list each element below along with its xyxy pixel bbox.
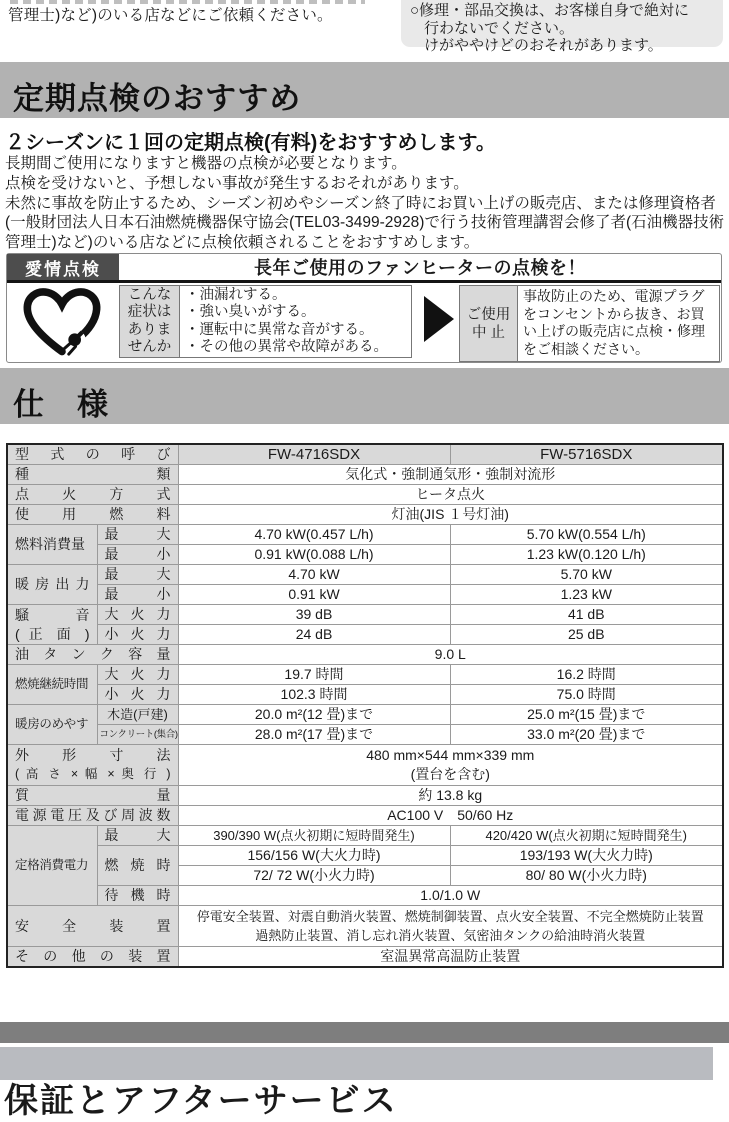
action-text: 事故防止のため、電源プラグをコンセントから抜き、お買い上げの販売店に点検・修理をご相談ください。: [523, 288, 705, 357]
spec-row-area-concrete: [7, 725, 723, 745]
section-header-periodic-inspection: [0, 62, 729, 118]
spec-sublabel: 燃 焼 時: [97, 846, 178, 886]
spec-value: 72/ 72 W(小火力時): [178, 866, 450, 886]
spec-table: [6, 443, 724, 968]
safety-line: 過熱防止装置、消し忘れ消火装置、気密油タンクの給油時消火装置: [255, 928, 646, 943]
spec-row-noise-low: [7, 625, 723, 645]
spec-value: [178, 745, 723, 786]
spec-label: 燃焼継続時間: [7, 665, 97, 705]
spec-sublabel: 大 火 力: [97, 605, 178, 625]
dim-label-line: ( 高 さ × 幅 × 奥 行 ): [15, 767, 171, 781]
spec-value: 気化式・強制通気形・強制対流形: [178, 465, 723, 485]
spec-row-noise-high: [7, 605, 723, 625]
paragraph-line: 未然に事故を防止するため、シーズン初めやシーズン終了時にお買い上げの販売店、または修理資格者: [5, 194, 716, 212]
spec-value: 41 dB: [450, 605, 723, 625]
spec-value: 4.70 kW: [178, 565, 450, 585]
dim-value-line: 480 mm×544 mm×339 mm: [366, 747, 535, 763]
noise-label-line: 騒 音: [15, 606, 90, 623]
spec-value: 0.91 kW(0.088 L/h): [178, 545, 450, 565]
section-title: 仕 様: [13, 387, 109, 422]
stop-use-line: ご使用: [466, 306, 511, 323]
spec-row-area-wood: [7, 705, 723, 725]
periodic-paragraph: [5, 154, 727, 253]
spec-value: 4.70 kW(0.457 L/h): [178, 525, 450, 545]
spec-row-model: [7, 444, 723, 465]
spec-value: 80/ 80 W(小火力時): [450, 866, 723, 886]
spec-label: 種 類: [7, 465, 178, 485]
spec-label: そ の 他 の 装 置: [7, 947, 178, 968]
symptom-list: [180, 286, 411, 357]
spec-value: 灯油(JIS １号灯油): [178, 505, 723, 525]
cut-off-heading: 保証とアフターサービス: [4, 1082, 398, 1120]
spec-sublabel: 待 機 時: [97, 886, 178, 906]
spec-row-other: [7, 947, 723, 968]
page-divider-strip: [0, 1022, 729, 1043]
symptom-label-line: こんな: [127, 287, 172, 303]
spec-row-tank: [7, 645, 723, 665]
stop-use-line: 中 止: [471, 324, 506, 341]
warning-line: ○修理・部品交換は、お客様自身で絶対に: [410, 2, 690, 19]
top-left-text: 管理士)など)のいる店などにご依頼ください。: [8, 7, 333, 24]
spec-label: [7, 605, 97, 645]
spec-value: 420/420 W(点火初期に短時間発生): [450, 826, 723, 846]
spec-label: 暖 房 出 力: [7, 565, 97, 605]
right-arrow-icon: [424, 296, 454, 342]
spec-value: 25 dB: [450, 625, 723, 645]
next-section-bar: [0, 1047, 713, 1120]
spec-row-consumption-min: [7, 545, 723, 565]
spec-sublabel: 小 火 力: [97, 625, 178, 645]
love-inspection-body: [7, 283, 721, 361]
love-inspection-header: [7, 254, 721, 283]
spec-row-dimensions: [7, 745, 723, 786]
symptom-item: ・運転中に異常な音がする。: [185, 321, 374, 338]
spec-sublabel: 最 大: [97, 525, 178, 545]
spec-value: 1.23 kW(0.120 L/h): [450, 545, 723, 565]
spec-row-rated-burn-high: [7, 846, 723, 866]
spec-sublabel: 最 小: [97, 585, 178, 605]
symptom-item: ・強い臭いがする。: [185, 304, 316, 321]
paragraph-line: 点検を受けないと、予想しない事故が発生するおそれがあります。: [5, 174, 469, 192]
spec-row-burn-high: [7, 665, 723, 685]
spec-value: 室温異常高温防止装置: [178, 947, 723, 968]
spec-sublabel: 最 大: [97, 826, 178, 846]
spec-value: 0.91 kW: [178, 585, 450, 605]
spec-row-weight: [7, 786, 723, 806]
spec-value: 24 dB: [178, 625, 450, 645]
spec-row-safety: [7, 906, 723, 947]
spec-label: 安 全 装 置: [7, 906, 178, 947]
section-title: 定期点検のおすすめ: [13, 81, 302, 116]
spec-value: 1.0/1.0 W: [178, 886, 723, 906]
spec-row-rated-max: [7, 826, 723, 846]
dim-label-line: 外 形 寸 法: [15, 747, 171, 763]
spec-label: 定格消費電力: [7, 826, 97, 906]
symptom-box: [119, 285, 412, 358]
spec-row-ignition: [7, 485, 723, 505]
spec-label: 燃料消費量: [7, 525, 97, 565]
noise-label-line: ( 正 面 ): [15, 625, 90, 642]
love-inspection-label: 愛情点検: [7, 254, 119, 280]
spec-label: 電源電圧及び周波数: [7, 806, 178, 826]
spec-row-consumption-max: [7, 525, 723, 545]
spec-label: 暖房のめやす: [7, 705, 97, 745]
spec-value: 156/156 W(大火力時): [178, 846, 450, 866]
spec-sublabel: 大 火 力: [97, 665, 178, 685]
stop-use-label: [460, 286, 518, 361]
spec-value: 193/193 W(大火力時): [450, 846, 723, 866]
spec-value: AC100 V 50/60 Hz: [178, 806, 723, 826]
love-inspection-box: [6, 253, 722, 363]
spec-label: [7, 745, 178, 786]
spec-label: 型 式 の 呼 び: [7, 444, 178, 465]
spec-label: 質 量: [7, 786, 178, 806]
spec-row-output-max: [7, 565, 723, 585]
spec-value: 25.0 m²(15 畳)まで: [450, 705, 723, 725]
spec-row-power: [7, 806, 723, 826]
spec-value: ヒータ点火: [178, 485, 723, 505]
spec-row-output-min: [7, 585, 723, 605]
spec-row-standby: [7, 886, 723, 906]
spec-sublabel: 木造(戸建): [97, 705, 178, 725]
warning-line: けがややけどのおそれがあります。: [424, 37, 663, 54]
spec-value: 75.0 時間: [450, 685, 723, 705]
paragraph-line: (一般財団法人日本石油燃焼機器保守協会(TEL03-3499-2928)で行う技術管理講習会修了者(石油機器技術: [5, 214, 725, 232]
warning-box: [401, 0, 723, 54]
symptom-label: [120, 286, 180, 357]
section-header-specs: [0, 368, 729, 424]
spec-value: [178, 906, 723, 947]
spec-value: 390/390 W(点火初期に短時間発生): [178, 826, 450, 846]
love-inspection-title: 長年ご使用のファンヒーターの点検を！: [254, 258, 586, 278]
spec-value: 1.23 kW: [450, 585, 723, 605]
spec-value: 28.0 m²(17 畳)まで: [178, 725, 450, 745]
spec-row-burn-low: [7, 685, 723, 705]
symptom-label-line: ありま: [127, 321, 172, 338]
spec-value: 39 dB: [178, 605, 450, 625]
spec-row-type: [7, 465, 723, 485]
symptom-item: ・その他の異常や故障がある。: [185, 339, 388, 356]
spec-sublabel: 小 火 力: [97, 685, 178, 705]
heart-plug-icon: [19, 284, 105, 360]
spec-value: 33.0 m²(20 畳)まで: [450, 725, 723, 745]
warning-line: 行わないでください。: [424, 19, 575, 37]
dim-value-line: (置台を含む): [410, 766, 490, 782]
spec-label: 使 用 燃 料: [7, 505, 178, 525]
action-box: [459, 285, 720, 362]
periodic-subheading: ２シーズンに１回の定期点検(有料)をおすすめします。: [5, 132, 496, 154]
spec-value: 102.3 時間: [178, 685, 450, 705]
spec-row-fuel: [7, 505, 723, 525]
spec-sublabel: 最 小: [97, 545, 178, 565]
spec-label: 油 タ ン ク 容 量: [7, 645, 178, 665]
symptom-label-line: せんか: [127, 339, 172, 356]
spec-value: 5.70 kW(0.554 L/h): [450, 525, 723, 545]
paragraph-line: 長期間ご使用になりますと機器の点検が必要となります。: [5, 155, 407, 172]
symptom-label-line: 症状は: [127, 304, 172, 321]
spec-sublabel: 最 大: [97, 565, 178, 585]
spec-value: 5.70 kW: [450, 565, 723, 585]
spec-sublabel: コンクリート(集合): [97, 725, 178, 745]
spec-value: 約 13.8 kg: [178, 786, 723, 806]
spec-table-wrapper: [6, 443, 724, 968]
spec-value: 20.0 m²(12 畳)まで: [178, 705, 450, 725]
spec-label: 点 火 方 式: [7, 485, 178, 505]
symptom-item: ・油漏れする。: [185, 287, 287, 303]
model-2: FW-5716SDX: [450, 444, 723, 465]
spec-value: 19.7 時間: [178, 665, 450, 685]
model-1: FW-4716SDX: [178, 444, 450, 465]
safety-line: 停電安全装置、対震自動消火装置、燃焼制御装置、点火安全装置、不完全燃焼防止装置: [196, 909, 704, 924]
spec-value: 9.0 L: [178, 645, 723, 665]
spec-value: 16.2 時間: [450, 665, 723, 685]
paragraph-line: 管理士)など)のいる店などに点検依頼されることをおすすめします。: [5, 234, 480, 252]
